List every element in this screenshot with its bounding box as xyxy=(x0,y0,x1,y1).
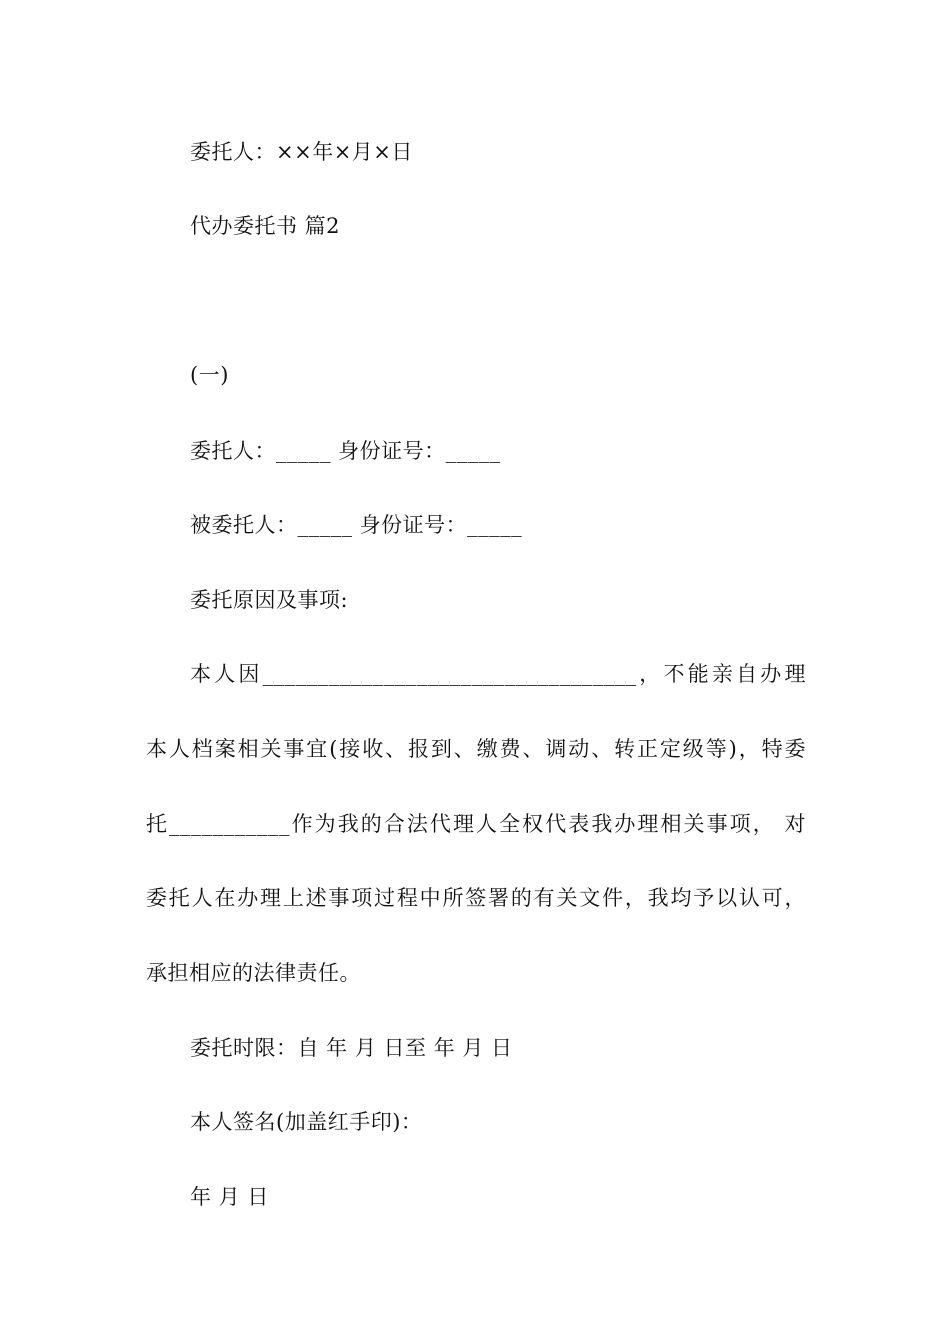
agent-field-line: 被委托人：_____ 身份证号：_____ xyxy=(190,513,523,537)
body-paragraph-line-2: 本人档案相关事宜(接收、报到、缴费、调动、转正定级等)，特委 xyxy=(146,737,806,761)
body-paragraph-line-5: 承担相应的法律责任。 xyxy=(146,961,361,985)
signature-line: 本人签名(加盖红手印)： xyxy=(190,1110,423,1134)
body-paragraph-line-3: 托___________作为我的合法代理人全权代表我办理相关事项， 对 xyxy=(146,812,806,836)
body-paragraph-line-1: 本人因__________________________________，不能亲自办理 xyxy=(190,662,806,686)
section-title: 代办委托书 篇2 xyxy=(190,214,341,238)
reason-heading: 委托原因及事项: xyxy=(190,588,349,612)
body-paragraph-line-4: 委托人在办理上述事项过程中所签署的有关文件，我均予以认可， xyxy=(146,886,806,910)
previous-signature-date-line: 委托人：××年×月×日 xyxy=(190,140,413,164)
principal-field-line: 委托人：_____ 身份证号：_____ xyxy=(190,439,501,463)
subsection-marker: (一) xyxy=(190,363,229,387)
date-line: 年 月 日 xyxy=(190,1185,269,1209)
validity-period-line: 委托时限：自 年 月 日至 年 月 日 xyxy=(190,1036,513,1060)
